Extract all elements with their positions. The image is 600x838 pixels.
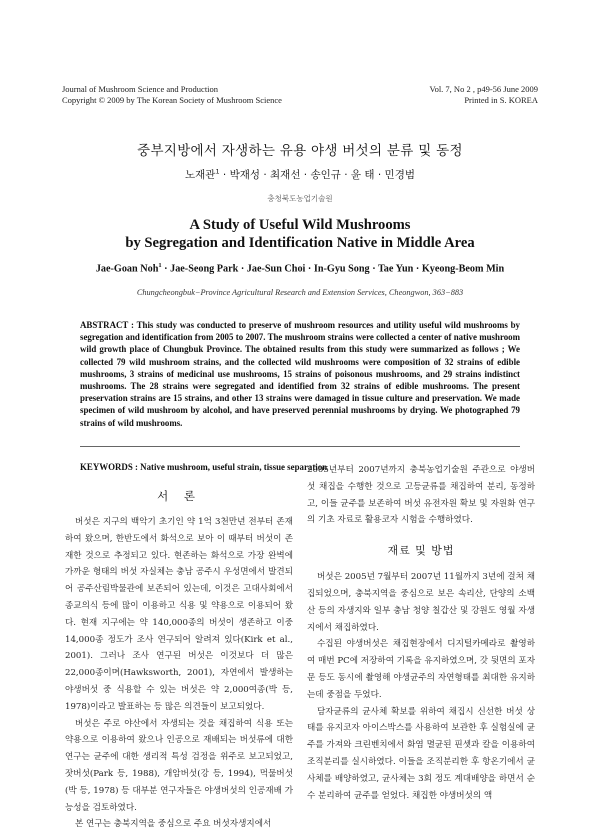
english-title [0,216,600,252]
journal-header-left [62,84,282,106]
printed-in: Printed in S. KOREA [464,95,538,105]
english-authors [0,262,600,274]
section-heading-methods: 재료 및 방법 [387,544,455,558]
korean-other-authors: · 박재성 · 최재선 · 송인규 · 윤 태 · 민경범 [219,169,415,181]
english-other-authors: · Jae-Seong Park · Jae-Sun Choi · In-Gyu Song · Tae Yun · Kyeong-Beom Min [161,263,505,275]
english-first-author: Jae-Goan Noh [95,263,159,275]
section-heading-introduction: 서 론 [157,489,201,503]
divider [80,446,520,447]
korean-first-author: 노재관 [185,169,216,181]
korean-title: 중부지방에서 자생하는 유용 야생 버섯의 분류 및 동정 [137,143,463,159]
right-column [307,462,535,804]
body-paragraph: 본 연구는 충북지역을 중심으로 주요 버섯자생지에서 [75,819,272,830]
english-affiliation: Chungcheongbuk−Province Agricultural Research and Extension Services, Cheongwon, 363−883 [136,288,464,297]
left-column [65,484,293,833]
volume-info: Vol. 7, No 2 , p49-56 June 2009 [429,84,538,94]
korean-authors [0,167,600,182]
copyright-line: Copyright © 2009 by The Korean Society of Mushroom Science [62,95,282,105]
body-paragraph: 버섯은 2005년 7월부터 2007년 11월까지 3년에 걸쳐 채집되었으며, 충북지역을 중심으로 보은 속리산, 단양의 소백산 등의 자생지와 일부 충남 청양 칠갑산 및 강원도 영월 자생지에서 채집하였다. [307,572,535,633]
english-title-line2: by Segregation and Identification Native in Middle Area [125,235,475,251]
abstract: ABSTRACT : This study was conducted to preserve of mushroom resources and utility useful wild mushrooms by segregation and identification from 2005 to 2007. The mushroom strains were collected a center of native mushroom wild growth place of Chungbuk Province. The obtained results from this study were summarized as follows ; We collected 79 wild mushroom strains, and the collected wild mushrooms were composition of 32 strains of edible mushrooms, 3 strains of medicinal use mushrooms, 15 strains of poisonous mushrooms, and 29 strains indistinct mushrooms. The 28 strains were segregated and identified from 32 strains of edible mushrooms. The present preservation strains are 15 strains, and other 13 strains were damaged in tissue culture and preservation. We made specimen of wild mushroom by alcohol, and have preserved perennial mushrooms by drying. We photographed 79 strains of wild mushrooms. [80,320,520,428]
body-paragraph: 수집된 야생버섯은 채집현장에서 디지털카메라로 촬영하여 매번 PC에 저장하여 기록을 유지하였으며, 갓 뒷면의 포자문 등도 동시에 촬영해 야생균주의 자연형태를 최대한 유지하는데 중점을 두었다. [307,639,535,700]
english-author-superscript: 1 [158,262,162,269]
korean-affiliation: 충청북도농업기술원 [267,194,333,203]
keywords: KEYWORDS : Native mushroom, useful strain, tissue separation [80,462,328,472]
body-paragraph: 버섯은 지구의 백악기 초기인 약 1억 3천만년 전부터 존재하여 왔으며, 한반도에서 화석으로 보아 이 때부터 버섯이 존재한 것으로 추정되고 있다. 현존하는 화석으로 가장 완벽에 가까운 형태의 버섯 자실체는 충남 공주시 우성면에서 발견되어 공주산림박물관에 보존되어 있는데, 이것은 고대사회에서 종교의식 등에 많이 이용하고 식용 및 약용으로 이용되어 왔다. 현재 지구에는 약 140,000종의 버섯이 생존하고 이중 14,000종 정도가 조사 연구되어 알려져 있다(Kirk et al., 2001). 그러나 조사 연구된 버섯은 이것보다 더 많은 22,000종이며(Hawksworth, 2001), 자연에서 발생하는 야생버섯 중 식용할 수 있는 버섯은 약 2,000여종(박 등, 1978)이라고 발표하는 등 많은 의견들이 보고되었다. [65,517,293,712]
body-paragraph: 버섯은 주로 야산에서 자생되는 것을 채집하여 식용 또는 약용으로 이용하여 왔으나 인공으로 재배되는 버섯류에 대한 연구는 균주에 대한 생리적 특성 검정을 위주로 보고되었고, 잣버섯(Park 등, 1988), 개암버섯(강 등, 1994), 먹물버섯(박 등, 1978) 등 대부분 연구자들은 야생버섯의 인공재배 가능성을 검토하였다. [65,718,293,813]
korean-author-superscript: 1 [215,167,220,176]
english-title-line1: A Study of Useful Wild Mushrooms [189,217,411,233]
body-paragraph: 2005년부터 2007년까지 충북농업기술원 주관으로 야생버섯 채집을 수행한 것으로 고등균류를 채집하여 분리, 동정하고, 이들 균주를 보존하여 버섯 유전자원 확보 및 자원화 연구의 기초 자료로 활용코자 시험을 수행하였다. [307,465,535,526]
body-paragraph: 담자균류의 균사체 확보를 위하여 채집시 신선한 버섯 상태를 유지코자 아이스박스를 사용하여 보관한 후 실험실에 균주를 가져와 크린벤치에서 화염 멸균된 핀셋과 칼을 이용하여 조직분리를 실시하였다. 이들을 조직분리한 후 항온기에서 균사체를 배양하였고, 균사체는 3회 정도 계대배양을 하면서 순수 분리하여 균주를 얻었다. 채집한 야생버섯의 액 [307,706,535,801]
journal-name: Journal of Mushroom Science and Production [62,84,219,94]
journal-header-right [430,84,538,106]
